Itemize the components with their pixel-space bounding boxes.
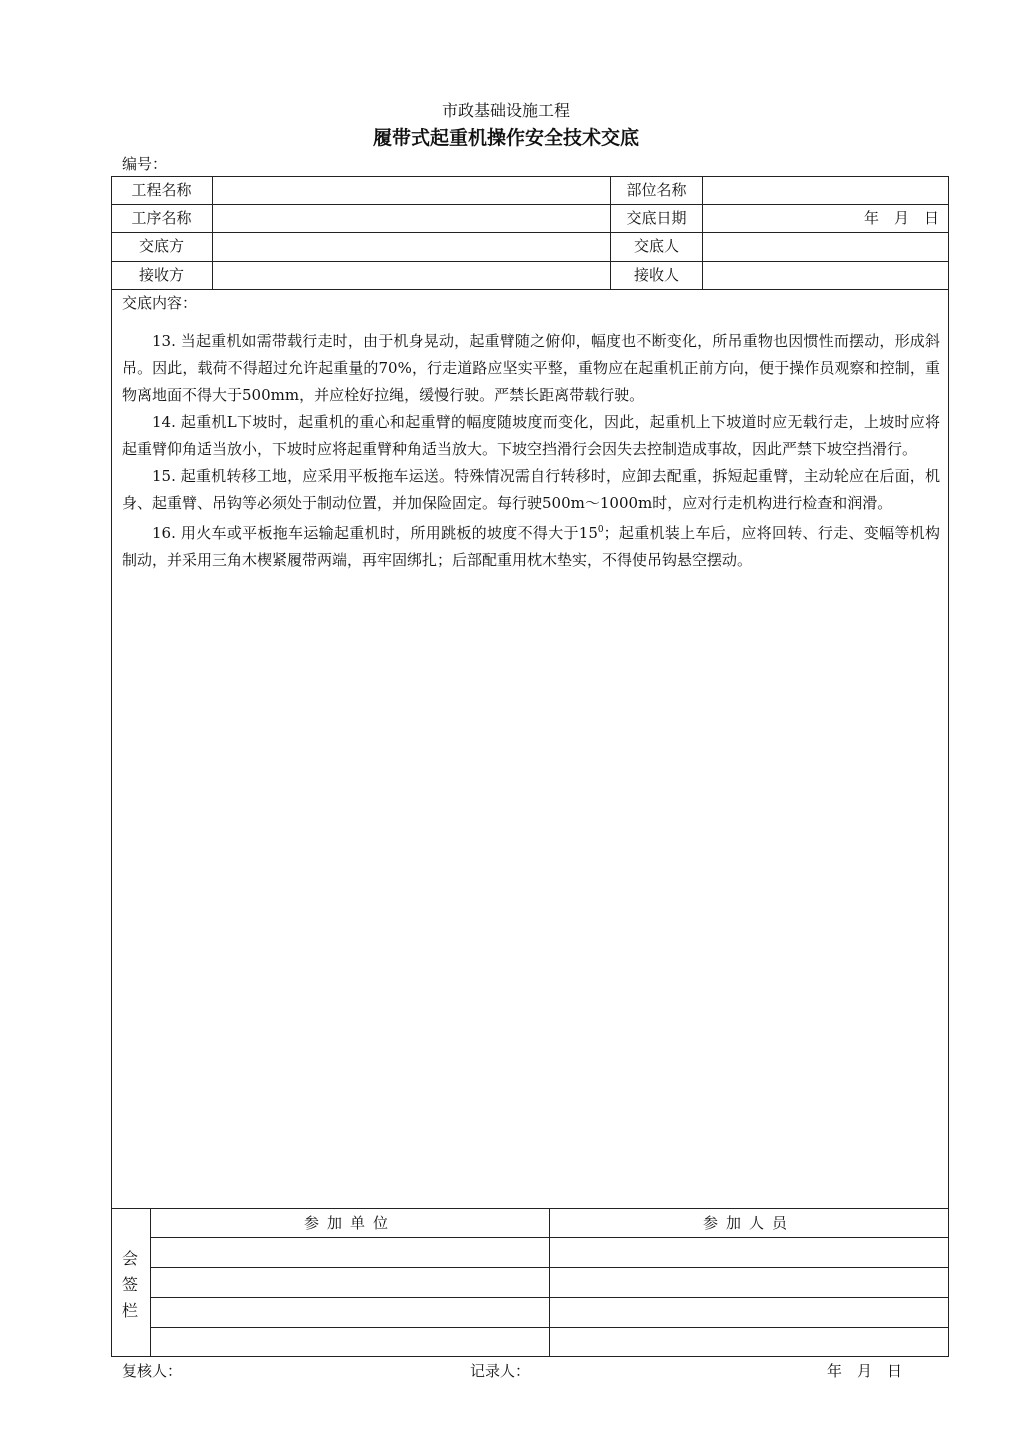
issuer-label: 交底方	[138, 237, 184, 255]
process-name-field[interactable]	[213, 205, 610, 233]
receiver-label: 接收方	[138, 266, 184, 284]
recorder-label: 记录人：	[470, 1362, 531, 1380]
content-paragraph-16: 16. 用火车或平板拖车运输起重机时，所用跳板的坡度不得大于$15^0$；起重机装上车后，应将回转、行走、变幅等机构制动，并采用三角木楔紧履带两端，再牢固绑扎；后部配重用枕木垫实，不得使吊钩悬空摆动。	[122, 524, 940, 569]
participating-units-header: 参加单位	[303, 1214, 396, 1232]
part-name-field[interactable]	[703, 177, 948, 205]
participating-people-header: 参加人员	[702, 1214, 795, 1232]
receiver-person-label: 接收人	[633, 266, 679, 284]
project-name-label: 工程名称	[131, 181, 192, 199]
receiver-person-field[interactable]	[703, 262, 948, 290]
signoff-label-char-2: 签	[121, 1275, 138, 1294]
content-body	[122, 328, 940, 574]
project-name-field[interactable]	[213, 177, 610, 205]
part-name-label: 部位名称	[626, 181, 687, 199]
content-paragraph-14: 14. 起重机L下坡时，起重机的重心和起重臂的幅度随坡度而变化，因此，起重机上下坡道时应无载行走，上坡时应将起重臂仰角适当放小，下坡时应将起重臂种角适当放大。下坡空挡滑行会因失去控制造成事故，因此严禁下坡空挡滑行。	[122, 413, 940, 458]
reviewer-label: 复核人：	[122, 1362, 183, 1380]
date-label: 交底日期	[626, 209, 687, 227]
signoff-row-divider	[150, 1267, 949, 1268]
issuer-person-label: 交底人	[633, 237, 679, 255]
signoff-row-divider	[150, 1297, 949, 1298]
document-title: 履带式起重机操作安全技术交底	[372, 127, 639, 149]
receiver-field[interactable]	[213, 262, 610, 290]
signoff-row-divider	[150, 1237, 949, 1238]
document-subtitle: 市政基础设施工程	[441, 101, 570, 120]
date-field[interactable]: 年 月 日	[863, 209, 939, 227]
process-name-label: 工序名称	[131, 209, 192, 227]
content-paragraph-13: 13. 当起重机如需带载行走时，由于机身晃动，起重臂随之俯仰，幅度也不断变化，所吊重物也因惯性而摆动，形成斜吊。因此，载荷不得超过允许起重量的70%，行走道路应坚实平整，重物应在起重机正前方向，便于操作员观察和控制，重物离地面不得大于500mm，并应栓好拉绳，缓慢行驶。严禁长距离带载行驶。	[122, 332, 940, 404]
signoff-label-char-1: 会	[121, 1249, 138, 1268]
signoff-label-char-3: 栏	[121, 1301, 138, 1320]
signoff-row-divider	[150, 1327, 949, 1328]
content-paragraph-15: 15. 起重机转移工地，应采用平板拖车运送。特殊情况需自行转移时，应卸去配重，拆短起重臂，主动轮应在后面，机身、起重臂、吊钩等必须处于制动位置，并加保险固定。每行驶500m～1000m时，应对行走机构进行检查和润滑。	[122, 467, 940, 512]
serial-number-label: 编号：	[122, 155, 168, 173]
issuer-field[interactable]	[213, 233, 610, 261]
footer-date: 年 月 日	[827, 1362, 903, 1380]
issuer-person-field[interactable]	[703, 233, 948, 261]
content-label: 交底内容：	[122, 294, 198, 312]
